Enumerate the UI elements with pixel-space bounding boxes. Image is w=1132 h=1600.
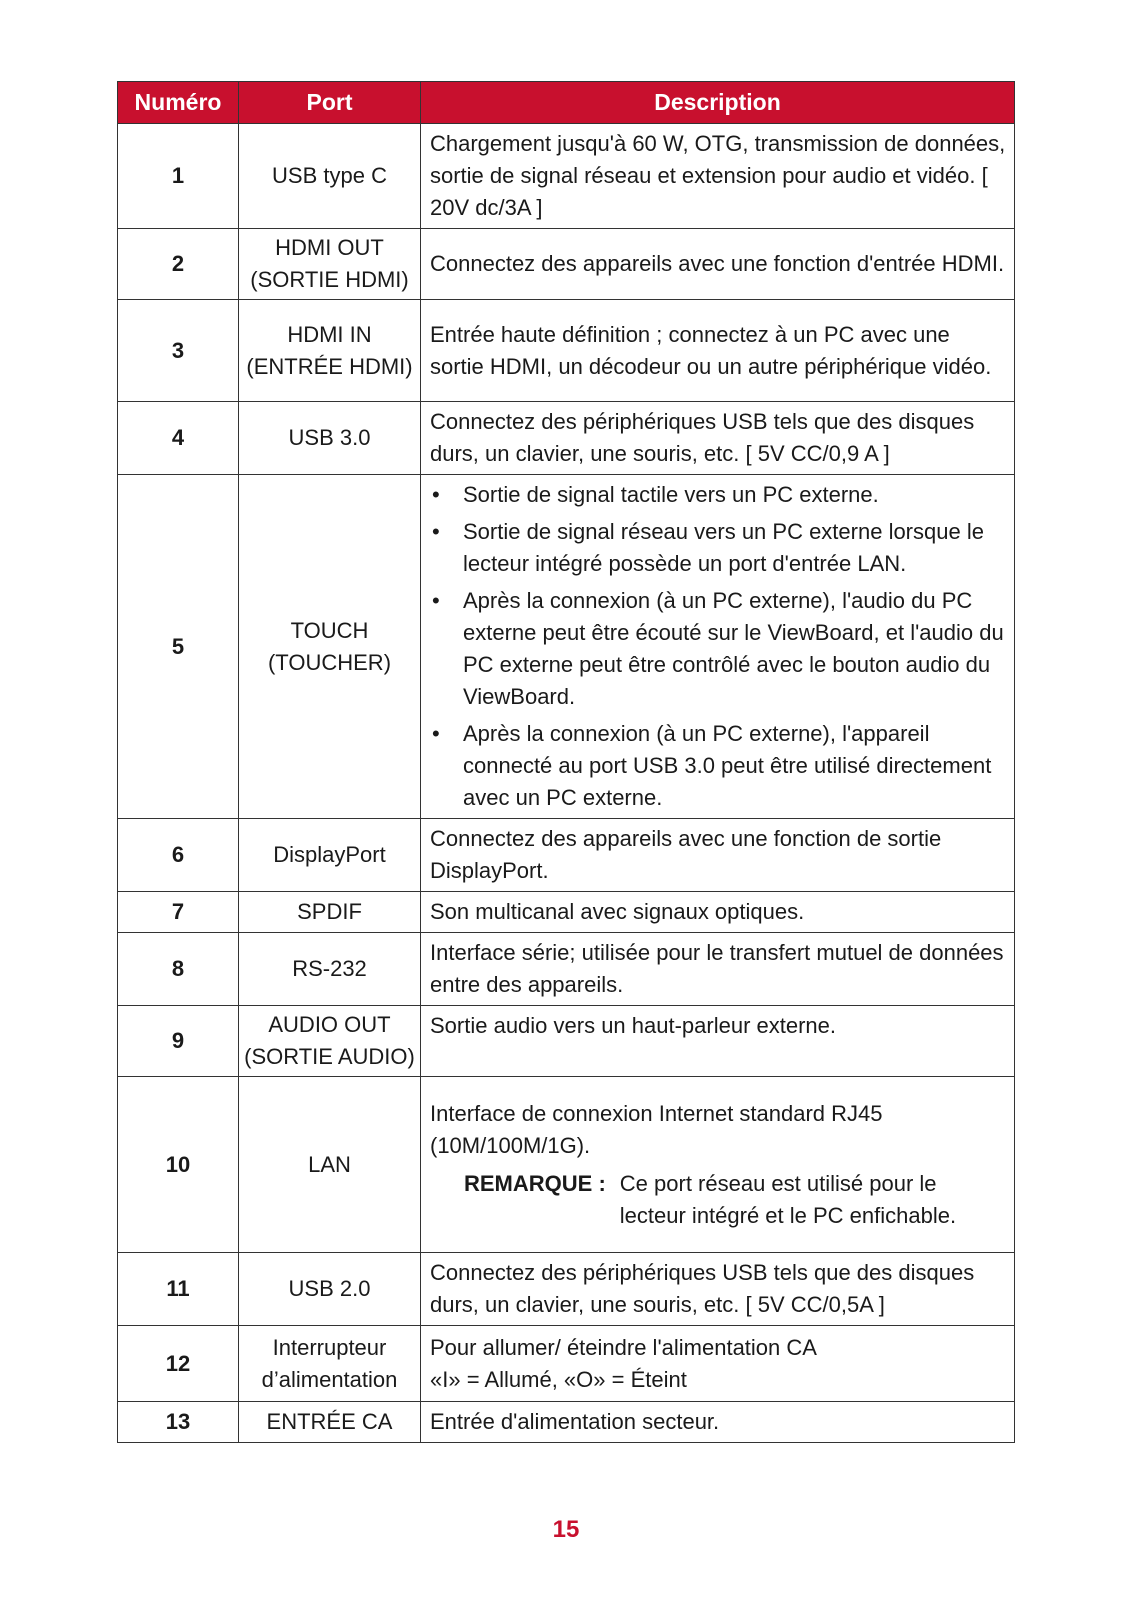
description-text: Interface série; utilisée pour le transfert mutuel de données entre des appareils. xyxy=(430,940,1004,997)
port-cell xyxy=(239,933,421,1006)
header-number: Numéro xyxy=(118,82,239,124)
table-row xyxy=(118,124,1015,229)
bullet-item xyxy=(430,718,1008,814)
description-cell xyxy=(421,229,1015,300)
bullet-item xyxy=(430,585,1008,713)
description-text: Connectez des périphériques USB tels que des disques durs, un clavier, une souris, etc. [ 5V CC/0,5A ] xyxy=(430,1260,975,1317)
port-label-sub: d’alimentation xyxy=(261,1366,398,1392)
page-number: 15 xyxy=(552,1516,580,1543)
description-cell xyxy=(421,933,1015,1006)
port-table xyxy=(117,81,1015,1443)
port-cell xyxy=(239,819,421,892)
port-label-sub: (ENTRÉE HDMI) xyxy=(246,353,413,379)
port-label-sub: (TOUCHER) xyxy=(267,649,392,675)
port-label: USB type C xyxy=(272,163,387,188)
table-header-row xyxy=(118,82,1015,124)
port-cell xyxy=(239,1326,421,1402)
bullet-icon: • xyxy=(432,519,440,544)
table-row xyxy=(118,1402,1015,1443)
port-label: HDMI IN xyxy=(287,321,372,347)
table-row xyxy=(118,475,1015,819)
description-text: Chargement jusqu'à 60 W, OTG, transmission de données, sortie de signal réseau et extension pour audio et vidéo. [ 20V dc/3A ] xyxy=(430,131,1006,220)
table-row xyxy=(118,1253,1015,1326)
port-label: RS-232 xyxy=(292,956,367,981)
table-row xyxy=(118,892,1015,933)
port-cell xyxy=(239,1006,421,1077)
bullet-item xyxy=(430,516,1008,580)
table-row xyxy=(118,819,1015,892)
table-row xyxy=(118,402,1015,475)
port-cell xyxy=(239,1402,421,1443)
port-cell xyxy=(239,1253,421,1326)
table-row xyxy=(118,300,1015,402)
bullet-icon: • xyxy=(432,721,440,746)
description-cell xyxy=(421,1402,1015,1443)
description-cell xyxy=(421,1326,1015,1402)
port-label: USB 3.0 xyxy=(288,425,371,450)
row-number: 4 xyxy=(118,402,239,475)
description-cell xyxy=(421,1077,1015,1253)
description-cell xyxy=(421,402,1015,475)
bullet-text: Sortie de signal tactile vers un PC externe. xyxy=(463,482,879,507)
bullet-text: Après la connexion (à un PC externe), l'appareil connecté au port USB 3.0 peut être utilisé directement avec un PC externe. xyxy=(463,721,992,810)
description-cell xyxy=(421,892,1015,933)
description-text: Pour allumer/ éteindre l'alimentation CA xyxy=(430,1334,817,1360)
port-cell xyxy=(239,475,421,819)
description-cell xyxy=(421,1253,1015,1326)
row-number: 5 xyxy=(118,475,239,819)
description-text: Interface de connexion Internet standard RJ45 (10M/100M/1G). xyxy=(430,1100,883,1158)
table-row xyxy=(118,1077,1015,1253)
bullet-text: Après la connexion (à un PC externe), l'audio du PC externe peut être écouté sur le ViewBoard, et l'audio du PC externe peut être contrôlé avec le bouton audio du ViewBoard. xyxy=(463,588,1004,709)
port-label-sub: (SORTIE HDMI) xyxy=(250,267,409,292)
bullet-icon: • xyxy=(432,482,440,507)
port-cell xyxy=(239,124,421,229)
description-text-line2: «I» = Allumé, «O» = Éteint xyxy=(430,1366,687,1392)
port-label: HDMI OUT xyxy=(275,235,384,260)
description-cell xyxy=(421,124,1015,229)
note-text: Ce port réseau est utilisé pour le lecteur intégré et le PC enfichable. xyxy=(619,1170,957,1228)
port-label: TOUCH xyxy=(290,617,369,643)
port-cell xyxy=(239,892,421,933)
table-row xyxy=(118,1006,1015,1077)
row-number: 3 xyxy=(118,300,239,402)
note-label: REMARQUE : xyxy=(464,1170,606,1196)
bullet-item xyxy=(430,479,1008,511)
row-number: 6 xyxy=(118,819,239,892)
description-cell xyxy=(421,300,1015,402)
port-cell xyxy=(239,1077,421,1253)
row-number: 10 xyxy=(118,1077,239,1253)
port-cell xyxy=(239,300,421,402)
port-label: SPDIF xyxy=(297,899,362,924)
row-number: 7 xyxy=(118,892,239,933)
note-block xyxy=(430,1168,1008,1232)
description-text: Connectez des appareils avec une fonction d'entrée HDMI. xyxy=(430,251,1005,276)
table-row xyxy=(118,229,1015,300)
port-label: AUDIO OUT xyxy=(268,1012,391,1037)
row-number: 12 xyxy=(118,1326,239,1402)
port-label: LAN xyxy=(308,1151,351,1177)
description-text: Entrée d'alimentation secteur. xyxy=(430,1409,720,1434)
description-text: Entrée haute définition ; connectez à un PC avec une sortie HDMI, un décodeur ou un autre périphérique vidéo. xyxy=(430,321,992,379)
row-number: 8 xyxy=(118,933,239,1006)
bullet-list xyxy=(430,479,1008,814)
port-label-sub: (SORTIE AUDIO) xyxy=(244,1044,415,1069)
row-number: 1 xyxy=(118,124,239,229)
port-label: USB 2.0 xyxy=(288,1276,371,1301)
port-label: DisplayPort xyxy=(273,842,386,867)
description-text: Connectez des périphériques USB tels que des disques durs, un clavier, une souris, etc. [ 5V CC/0,9 A ] xyxy=(430,409,975,466)
bullet-text: Sortie de signal réseau vers un PC externe lorsque le lecteur intégré possède un port d'entrée LAN. xyxy=(463,519,984,576)
description-text: Son multicanal avec signaux optiques. xyxy=(430,899,805,924)
row-number: 9 xyxy=(118,1006,239,1077)
row-number: 13 xyxy=(118,1402,239,1443)
description-cell xyxy=(421,819,1015,892)
bullet-icon: • xyxy=(432,588,440,613)
description-text: Sortie audio vers un haut-parleur externe. xyxy=(430,1013,837,1038)
description-cell xyxy=(421,1006,1015,1077)
table-row xyxy=(118,1326,1015,1402)
row-number: 11 xyxy=(118,1253,239,1326)
header-description: Description xyxy=(421,82,1015,124)
row-number: 2 xyxy=(118,229,239,300)
description-text: Connectez des appareils avec une fonction de sortie DisplayPort. xyxy=(430,826,942,883)
port-label: Interrupteur xyxy=(272,1334,387,1360)
header-port: Port xyxy=(239,82,421,124)
port-cell xyxy=(239,402,421,475)
port-cell xyxy=(239,229,421,300)
description-cell xyxy=(421,475,1015,819)
table-row xyxy=(118,933,1015,1006)
port-label: ENTRÉE CA xyxy=(266,1409,393,1434)
